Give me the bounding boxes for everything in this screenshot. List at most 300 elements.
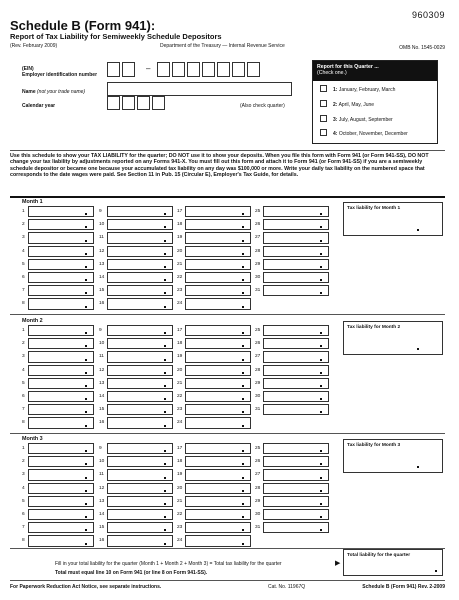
decimal-point: [242, 359, 244, 361]
day-number: 23: [177, 288, 183, 294]
quarter-1-label: 1: January, February, March: [333, 87, 396, 93]
day-number: 5: [22, 498, 25, 504]
day-number: 12: [99, 367, 105, 373]
year-digit-4[interactable]: [152, 96, 165, 110]
day-number: 25: [255, 328, 261, 333]
day-number: 11: [99, 354, 104, 360]
day-number: 31: [255, 288, 261, 294]
decimal-point: [164, 425, 166, 427]
quarter-header: [313, 61, 437, 81]
decimal-point: [320, 385, 322, 387]
day-number: 7: [22, 525, 25, 531]
day-number: 22: [177, 275, 183, 280]
day-number: 8: [22, 538, 25, 544]
decimal-point: [85, 516, 87, 518]
day-number: 1: [22, 209, 25, 214]
day-liability-field[interactable]: [28, 298, 94, 309]
day-number: 10: [99, 459, 105, 465]
decimal-point: [85, 226, 87, 228]
day-number: 28: [255, 248, 261, 254]
day-number: 2: [22, 459, 25, 465]
day-number: 25: [255, 446, 261, 451]
day-number: 1: [22, 328, 25, 333]
day-number: 10: [99, 341, 105, 347]
decimal-point: [164, 359, 166, 361]
day-liability-field[interactable]: [263, 206, 329, 217]
day-liability-field[interactable]: [185, 338, 251, 349]
decimal-point: [85, 503, 87, 505]
day-liability-field[interactable]: [107, 483, 173, 494]
day-number: 18: [177, 222, 183, 228]
decimal-point: [85, 306, 87, 308]
paperwork-notice: For Paperwork Reduction Act Notice, see separate instructions.: [10, 584, 162, 590]
day-liability-field[interactable]: [107, 259, 173, 270]
day-number: 28: [255, 367, 261, 373]
day-number: 23: [177, 407, 183, 413]
day-number: 3: [22, 235, 25, 241]
day-number: 19: [177, 354, 183, 360]
day-liability-field[interactable]: [107, 443, 173, 454]
day-liability-field[interactable]: [107, 469, 173, 480]
decimal-point: [242, 253, 244, 255]
day-liability-field[interactable]: [28, 443, 94, 454]
decimal-point: [85, 543, 87, 545]
day-number: 20: [177, 248, 183, 254]
day-liability-field[interactable]: [107, 298, 173, 309]
year-digit-3[interactable]: [137, 96, 150, 110]
day-liability-field[interactable]: [185, 535, 251, 546]
decimal-point: [164, 503, 166, 505]
decimal-point: [164, 253, 166, 255]
decimal-point: [85, 332, 87, 334]
ein-digit-1[interactable]: [107, 62, 120, 77]
day-number: 11: [99, 472, 104, 478]
day-liability-field[interactable]: [263, 365, 329, 376]
decimal-point: [320, 372, 322, 374]
day-liability-field[interactable]: [185, 483, 251, 494]
day-liability-field[interactable]: [28, 206, 94, 217]
decimal-point: [320, 450, 322, 452]
day-liability-field[interactable]: [263, 272, 329, 283]
month-total-label: Tax liability for Month 3: [347, 443, 401, 448]
decimal-point: [85, 398, 87, 400]
ein-digit-3[interactable]: [157, 62, 170, 77]
decimal-point: [164, 332, 166, 334]
decimal-point: [85, 240, 87, 242]
month-total-label: Tax liability for Month 1: [347, 206, 401, 211]
day-number: 17: [177, 446, 183, 451]
decimal-point: [242, 543, 244, 545]
day-liability-field[interactable]: [107, 417, 173, 428]
day-number: 14: [99, 512, 105, 517]
quarter-header-note: (Check one.): [317, 70, 347, 76]
total-must-equal: Total must equal line 10 on Form 941 (or line 8 on Form 941-SS).: [55, 570, 208, 576]
divider: [10, 433, 445, 434]
decimal-point: [320, 240, 322, 242]
day-number: 9: [99, 209, 102, 214]
day-number: 8: [22, 301, 25, 307]
divider: [10, 314, 445, 315]
day-number: 15: [99, 288, 105, 294]
decimal-point: [320, 398, 322, 400]
decimal-point: [85, 450, 87, 452]
year-digit-2[interactable]: [122, 96, 135, 110]
day-liability-field[interactable]: [263, 285, 329, 296]
decimal-point: [85, 372, 87, 374]
decimal-point: [242, 266, 244, 268]
day-number: 24: [177, 538, 183, 544]
day-liability-field[interactable]: [263, 443, 329, 454]
day-number: 13: [99, 498, 105, 504]
decimal-point: [320, 345, 322, 347]
day-liability-field[interactable]: [28, 219, 94, 230]
quarter-2-checkbox[interactable]: [320, 100, 327, 107]
decimal-point: [164, 266, 166, 268]
decimal-point: [85, 463, 87, 465]
day-number: 4: [22, 485, 25, 491]
decimal-point: [320, 411, 322, 413]
quarter-1-checkbox[interactable]: [320, 85, 327, 92]
day-number: 14: [99, 394, 105, 399]
day-liability-field[interactable]: [185, 496, 251, 507]
day-liability-field[interactable]: [28, 285, 94, 296]
day-liability-field[interactable]: [107, 338, 173, 349]
name-label: Name (not your trade name): [22, 89, 86, 95]
decimal-point: [242, 463, 244, 465]
day-number: 30: [255, 512, 261, 517]
day-liability-field[interactable]: [185, 206, 251, 217]
day-liability-field[interactable]: [28, 378, 94, 389]
divider: [10, 580, 445, 581]
catalog-number: Cat. No. 11967Q: [268, 584, 306, 590]
day-liability-field[interactable]: [28, 404, 94, 415]
day-liability-field[interactable]: [107, 246, 173, 257]
day-liability-field[interactable]: [263, 338, 329, 349]
decimal-point: [242, 490, 244, 492]
day-liability-field[interactable]: [28, 469, 94, 480]
decimal-point: [85, 253, 87, 255]
day-number: 18: [177, 341, 183, 347]
day-number: 21: [177, 498, 183, 504]
day-liability-field[interactable]: [107, 378, 173, 389]
decimal-point: [242, 398, 244, 400]
day-liability-field[interactable]: [185, 509, 251, 520]
department-line: Department of the Treasury — Internal Revenue Service: [160, 43, 285, 49]
day-number: 15: [99, 525, 105, 531]
form-id-stamp: 960309: [411, 10, 445, 20]
day-liability-field[interactable]: [185, 522, 251, 533]
decimal-point: [320, 279, 322, 281]
day-liability-field[interactable]: [185, 417, 251, 428]
day-liability-field[interactable]: [28, 522, 94, 533]
day-number: 2: [22, 222, 25, 228]
day-number: 20: [177, 367, 183, 373]
day-liability-field[interactable]: [107, 285, 173, 296]
ein-digit-7[interactable]: [217, 62, 230, 77]
day-liability-field[interactable]: [107, 456, 173, 467]
day-liability-field[interactable]: [185, 378, 251, 389]
instructions-paragraph: Use this schedule to show your TAX LIABILITY for the quarter; DO NOT use it to show your deposits. When you file this form with Form 941 (or Form 941-SS), DO NOT change your tax liability by adjustments reported on any Forms 941-X. You must fill out this form and attach it to Form 941 (or Form 941-SS) if you are a semiweekly schedule depositor or became one because your accumulated tax liability on any day was $100,000 or more. Write your daily tax liability on the numbered space that corresponds to the date wages were paid. See Section 11 in Pub. 15 (Circular E), Employer's Tax Guide, for details.: [10, 153, 429, 179]
day-liability-field[interactable]: [185, 232, 251, 243]
day-liability-field[interactable]: [107, 351, 173, 362]
decimal-point: [242, 516, 244, 518]
day-number: 10: [99, 222, 105, 228]
day-number: 26: [255, 459, 261, 465]
day-number: 21: [177, 380, 183, 386]
decimal-point: [164, 411, 166, 413]
decimal-point: [242, 477, 244, 479]
quarter-4-checkbox[interactable]: [320, 129, 327, 136]
decimal-point: [164, 213, 166, 215]
day-number: 31: [255, 407, 261, 413]
day-number: 26: [255, 222, 261, 228]
day-number: 9: [99, 328, 102, 333]
day-number: 16: [99, 538, 105, 544]
decimal-point: [320, 529, 322, 531]
day-liability-field[interactable]: [107, 219, 173, 230]
decimal-point: [320, 463, 322, 465]
day-liability-field[interactable]: [107, 496, 173, 507]
quarter-2-label: 2: April, May, June: [333, 102, 375, 108]
day-liability-field[interactable]: [263, 496, 329, 507]
day-liability-field[interactable]: [263, 351, 329, 362]
day-liability-field[interactable]: [263, 522, 329, 533]
day-liability-field[interactable]: [107, 272, 173, 283]
day-number: 16: [99, 420, 105, 426]
decimal-point: [164, 226, 166, 228]
decimal-point: [85, 477, 87, 479]
quarter-hint: (Also check quarter): [240, 103, 285, 109]
day-number: 18: [177, 459, 183, 465]
day-liability-field[interactable]: [107, 535, 173, 546]
day-liability-field[interactable]: [263, 219, 329, 230]
ein-label-2: Employer identification number: [22, 72, 98, 78]
decimal-point: [164, 372, 166, 374]
day-liability-field[interactable]: [185, 259, 251, 270]
day-liability-field[interactable]: [263, 232, 329, 243]
decimal-point: [320, 266, 322, 268]
decimal-point: [85, 411, 87, 413]
day-liability-field[interactable]: [28, 456, 94, 467]
decimal-point: [320, 213, 322, 215]
day-liability-field[interactable]: [107, 404, 173, 415]
decimal-point: [164, 385, 166, 387]
ein-label-1: (EIN): [22, 66, 34, 72]
day-liability-field[interactable]: [263, 469, 329, 480]
day-number: 21: [177, 261, 183, 267]
day-number: 19: [177, 472, 183, 478]
decimal-point: [164, 543, 166, 545]
decimal-point: [417, 466, 419, 468]
decimal-point: [242, 503, 244, 505]
day-liability-field[interactable]: [28, 338, 94, 349]
decimal-point: [164, 490, 166, 492]
day-liability-field[interactable]: [263, 456, 329, 467]
day-liability-field[interactable]: [28, 417, 94, 428]
decimal-point: [242, 279, 244, 281]
decimal-point: [85, 529, 87, 531]
day-liability-field[interactable]: [185, 351, 251, 362]
day-liability-field[interactable]: [185, 443, 251, 454]
ein-digit-5[interactable]: [187, 62, 200, 77]
day-number: 13: [99, 380, 105, 386]
decimal-point: [164, 292, 166, 294]
ein-digit-9[interactable]: [247, 62, 260, 77]
day-liability-field[interactable]: [28, 259, 94, 270]
day-liability-field[interactable]: [28, 535, 94, 546]
quarter-3-checkbox[interactable]: [320, 115, 327, 122]
day-number: 27: [255, 235, 261, 241]
day-number: 29: [255, 380, 261, 386]
day-number: 12: [99, 485, 105, 491]
ein-digit-6[interactable]: [202, 62, 215, 77]
day-number: 22: [177, 512, 183, 517]
decimal-point: [320, 292, 322, 294]
day-number: 26: [255, 341, 261, 347]
day-liability-field[interactable]: [107, 206, 173, 217]
decimal-point: [320, 490, 322, 492]
day-liability-field[interactable]: [107, 325, 173, 336]
day-number: 3: [22, 472, 25, 478]
day-liability-field[interactable]: [107, 365, 173, 376]
day-liability-field[interactable]: [28, 509, 94, 520]
day-number: 30: [255, 275, 261, 280]
day-liability-field[interactable]: [185, 391, 251, 402]
decimal-point: [85, 345, 87, 347]
decimal-point: [242, 425, 244, 427]
decimal-point: [164, 477, 166, 479]
day-liability-field[interactable]: [107, 509, 173, 520]
day-number: 12: [99, 248, 105, 254]
day-number: 14: [99, 275, 105, 280]
decimal-point: [164, 516, 166, 518]
day-liability-field[interactable]: [263, 391, 329, 402]
decimal-point: [164, 345, 166, 347]
decimal-point: [242, 240, 244, 242]
day-liability-field[interactable]: [185, 272, 251, 283]
decimal-point: [85, 359, 87, 361]
day-number: 4: [22, 367, 25, 373]
decimal-point: [242, 450, 244, 452]
name-field[interactable]: [107, 82, 292, 96]
day-liability-field[interactable]: [263, 259, 329, 270]
day-number: 29: [255, 498, 261, 504]
decimal-point: [85, 279, 87, 281]
decimal-point: [164, 279, 166, 281]
day-liability-field[interactable]: [185, 404, 251, 415]
day-liability-field[interactable]: [28, 365, 94, 376]
day-liability-field[interactable]: [263, 483, 329, 494]
day-number: 17: [177, 209, 183, 214]
day-liability-field[interactable]: [185, 246, 251, 257]
decimal-point: [242, 332, 244, 334]
ein-digit-4[interactable]: [172, 62, 185, 77]
revision-date: (Rev. February 2009): [10, 43, 58, 49]
day-number: 7: [22, 288, 25, 294]
day-number: 4: [22, 248, 25, 254]
day-liability-field[interactable]: [28, 496, 94, 507]
decimal-point: [242, 411, 244, 413]
ein-digit-2[interactable]: [122, 62, 135, 77]
decimal-point: [242, 385, 244, 387]
day-liability-field[interactable]: [28, 246, 94, 257]
day-number: 31: [255, 525, 261, 531]
decimal-point: [85, 266, 87, 268]
ein-digit-8[interactable]: [232, 62, 245, 77]
ein-dash: –: [146, 64, 151, 73]
day-number: 28: [255, 485, 261, 491]
day-liability-field[interactable]: [107, 232, 173, 243]
day-liability-field[interactable]: [263, 509, 329, 520]
day-number: 5: [22, 261, 25, 267]
quarter-total-instruction: Fill in your total liability for the quarter (Month 1 + Month 2 + Month 3) = Total tax liability for the quarter: [55, 561, 282, 567]
day-number: 16: [99, 301, 105, 307]
day-liability-field[interactable]: [263, 378, 329, 389]
day-number: 27: [255, 472, 261, 478]
day-liability-field[interactable]: [185, 298, 251, 309]
month-label: Month 3: [22, 436, 43, 442]
day-liability-field[interactable]: [185, 469, 251, 480]
decimal-point: [164, 529, 166, 531]
day-liability-field[interactable]: [107, 391, 173, 402]
divider: [10, 196, 445, 198]
day-number: 2: [22, 341, 25, 347]
day-liability-field[interactable]: [107, 522, 173, 533]
day-number: 23: [177, 525, 183, 531]
divider: [10, 150, 445, 151]
decimal-point: [320, 226, 322, 228]
day-liability-field[interactable]: [263, 404, 329, 415]
day-liability-field[interactable]: [28, 483, 94, 494]
decimal-point: [435, 570, 437, 572]
day-liability-field[interactable]: [28, 325, 94, 336]
day-liability-field[interactable]: [185, 456, 251, 467]
day-liability-field[interactable]: [263, 246, 329, 257]
day-number: 22: [177, 394, 183, 399]
decimal-point: [164, 463, 166, 465]
footer-form-name: Schedule B (Form 941) Rev. 2-2009: [362, 584, 445, 590]
decimal-point: [164, 450, 166, 452]
day-number: 17: [177, 328, 183, 333]
omb-number: OMB No. 1545-0029: [399, 45, 445, 51]
day-number: 3: [22, 354, 25, 360]
day-liability-field[interactable]: [185, 365, 251, 376]
day-liability-field[interactable]: [185, 219, 251, 230]
day-number: 11: [99, 235, 104, 241]
decimal-point: [417, 229, 419, 231]
day-liability-field[interactable]: [28, 351, 94, 362]
decimal-point: [85, 292, 87, 294]
day-liability-field[interactable]: [185, 285, 251, 296]
day-liability-field[interactable]: [263, 325, 329, 336]
day-liability-field[interactable]: [28, 272, 94, 283]
day-number: 6: [22, 512, 25, 517]
decimal-point: [242, 226, 244, 228]
decimal-point: [85, 490, 87, 492]
day-liability-field[interactable]: [28, 232, 94, 243]
decimal-point: [320, 503, 322, 505]
day-liability-field[interactable]: [28, 391, 94, 402]
day-liability-field[interactable]: [185, 325, 251, 336]
decimal-point: [164, 398, 166, 400]
decimal-point: [242, 345, 244, 347]
decimal-point: [242, 372, 244, 374]
arrow-right-icon: ▶: [335, 560, 341, 567]
day-number: 27: [255, 354, 261, 360]
day-number: 6: [22, 394, 25, 399]
day-number: 24: [177, 301, 183, 307]
year-digit-1[interactable]: [107, 96, 120, 110]
